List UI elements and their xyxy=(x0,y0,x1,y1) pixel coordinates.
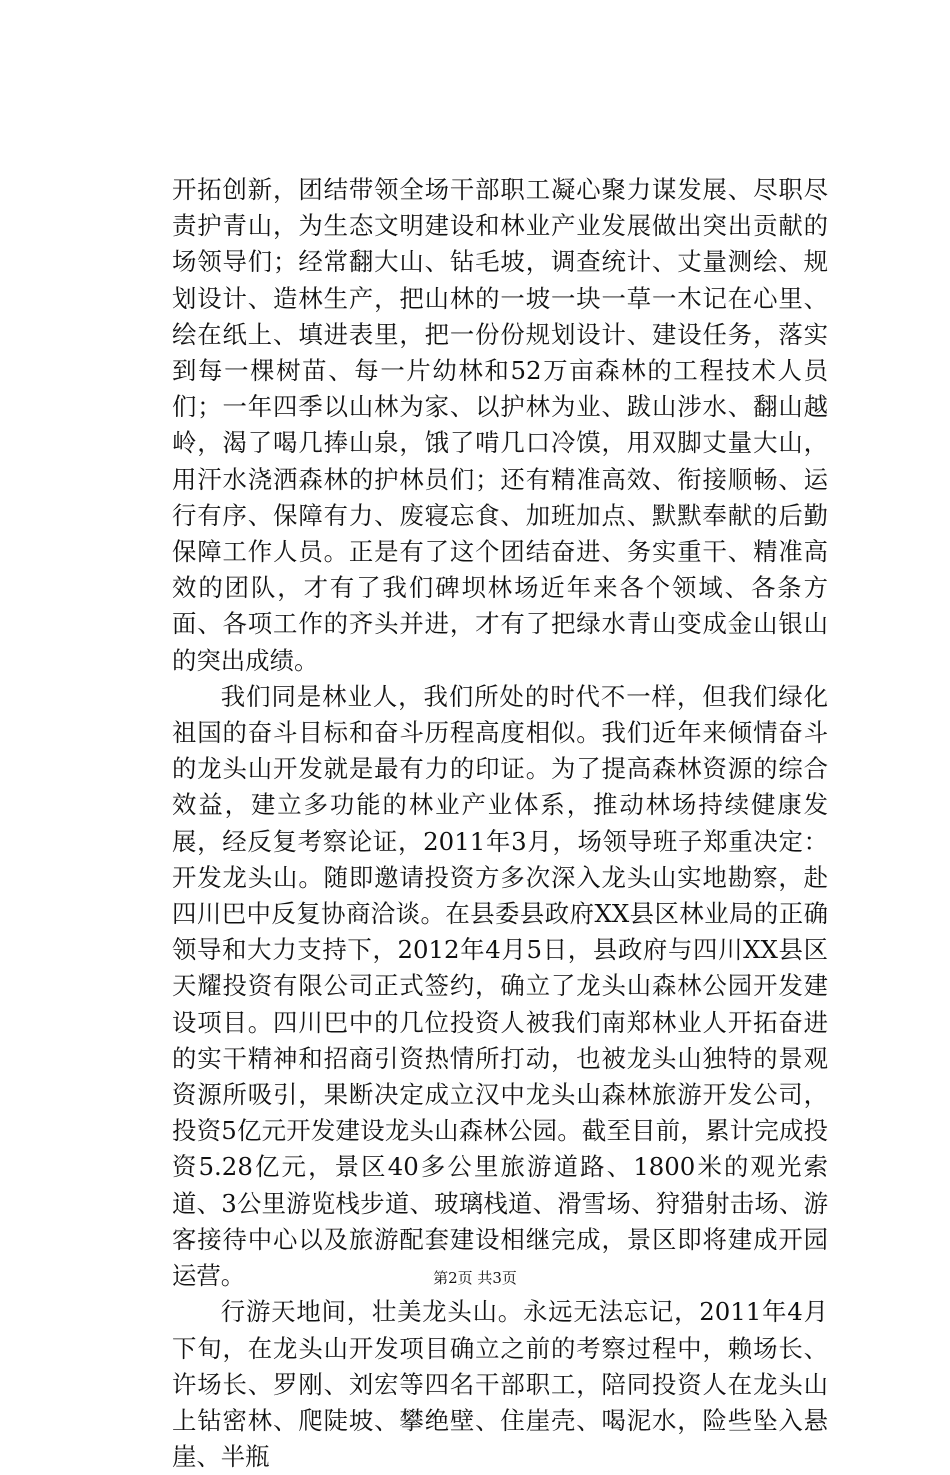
paragraph-2: 我们同是林业人，我们所处的时代不一样，但我们绿化祖国的奋斗目标和奋斗历程高度相似。我们近年来倾情奋斗的龙头山开发就是最有力的印证。为了提高森林资源的综合效益，建立多功能的林业产业体系，推动林场持续健康发展，经反复考察论证，2011年3月，场领导班子郑重决定：开发龙头山。随即邀请投资方多次深入龙头山实地勘察，赴四川巴中反复协商洽谈。在县委县政府XX县区林业局的正确领导和大力支持下，2012年4月5日，县政府与四川XX县区天耀投资有限公司正式签约，确立了龙头山森林公园开发建设项目。四川巴中的几位投资人被我们南郑林业人开拓奋进的实干精神和招商引资热情所打动，也被龙头山独特的景观资源所吸引，果断决定成立汉中龙头山森林旅游开发公司，投资5亿元开发建设龙头山森林公园。截至目前，累计完成投资5.28亿元，景区40多公里旅游道路、1800米的观光索道、3公里游览栈步道、玻璃栈道、滑雪场、狩猎射击场、游客接待中心以及旅游配套建设相继完成，景区即将建成开园运营。 xyxy=(172,681,828,1291)
paragraph-3: 行游天地间，壮美龙头山。永远无法忘记，2011年4月下旬，在龙头山开发项目确立之前的考察过程中，赖场长、许场长、罗刚、刘宏等四名干部职工，陪同投资人在龙头山上钻密林、爬陡坡、攀绝壁、住崖壳、喝泥水，险些坠入悬崖、半瓶 xyxy=(172,1297,828,1472)
paragraph-1: 开拓创新，团结带领全场干部职工凝心聚力谋发展、尽职尽责护青山，为生态文明建设和林业产业发展做出突出贡献的场领导们；经常翻大山、钻毛坡，调查统计、丈量测绘、规划设计、造林生产，把山林的一坡一块一草一木记在心里、绘在纸上、填进表里，把一份份规划设计、建设任务，落实到每一棵树苗、每一片幼林和52万亩森林的工程技术人员们；一年四季以山林为家、以护林为业、跋山涉水、翻山越岭，渴了喝几捧山泉，饿了啃几口冷馍，用双脚丈量大山，用汗水浇洒森林的护林员们；还有精准高效、衔接顺畅、运行有序、保障有力、废寝忘食、加班加点、默默奉献的后勤保障工作人员。正是有了这个团结奋进、务实重干、精准高效的团队，才有了我们碑坝林场近年来各个领域、各条方面、各项工作的齐头并进，才有了把绿水青山变成金山银山的突出成绩。 xyxy=(172,175,828,675)
page-footer: 第2页 共3页 xyxy=(433,1269,517,1287)
